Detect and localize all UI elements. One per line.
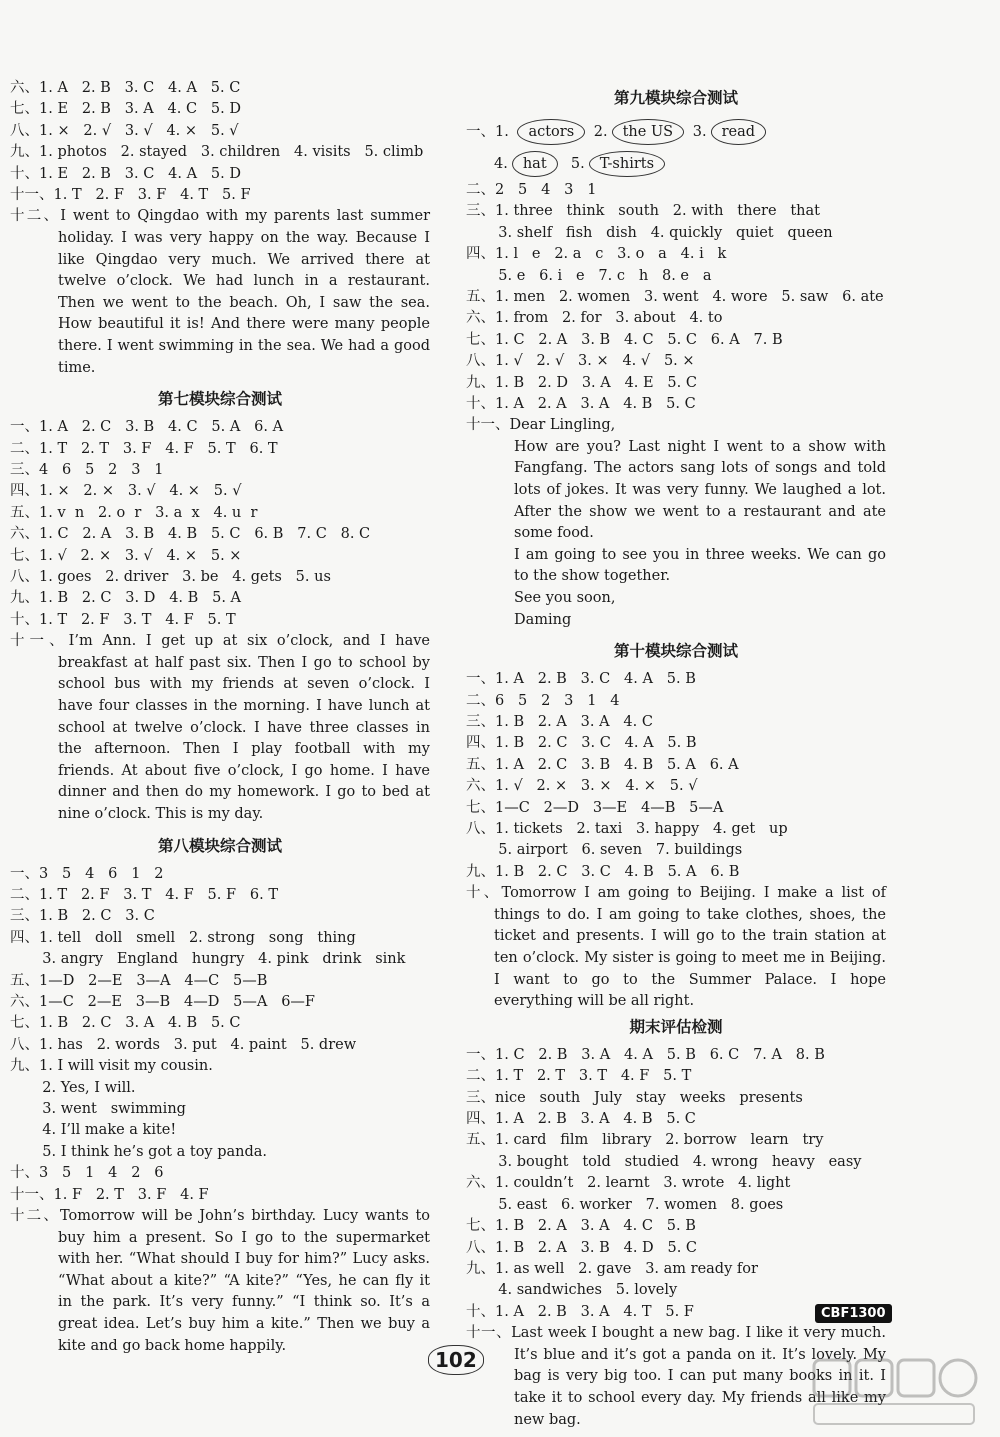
answer-list-module7 bbox=[10, 417, 430, 631]
essay-text: Tomorrow I am going to Beijing. I make a list of things to do. I am going to take clothes, shoes, the ticket and presents. I will go to the train station at ten o’clock. My sister is going to meet me in Beijing. I want to go to the Summer Palace. I hope everything will be all right. bbox=[494, 885, 886, 1010]
answer-line: 九、1. photos 2. stayed 3. children 4. visits 5. climb bbox=[10, 144, 424, 161]
answer-line: 5. east 6. worker 7. women 8. goes bbox=[466, 1196, 784, 1213]
answer-line: 二、1. T 2. T 3. F 4. F 5. T 6. T bbox=[10, 440, 278, 457]
essay-john-birthday bbox=[10, 1206, 430, 1357]
answer-line: 5. airport 6. seven 7. buildings bbox=[466, 842, 743, 859]
essay-label: 十二、 bbox=[10, 1208, 61, 1225]
essay-text: Last week I bought a new bag. I like it very much. It’s blue and it’s got a panda on it. It’s lovely. My bag is very big too. I can put many books in it. I take it to school every day. My friends all like my new bag. bbox=[511, 1325, 887, 1428]
answer-line: 六、1. A 2. B 3. C 4. A 5. C bbox=[10, 80, 241, 96]
answer-line: 十一、1. F 2. T 3. F 4. F bbox=[10, 1186, 209, 1203]
answer-line: 二、2 5 4 3 1 bbox=[466, 182, 597, 198]
answer-line: 十、1. T 2. F 3. T 4. F 5. T bbox=[10, 611, 236, 628]
answer-line: 五、1. A 2. C 3. B 4. B 5. A 6. A bbox=[466, 756, 739, 773]
answer-line: 三、1. B 2. C 3. C bbox=[10, 908, 155, 925]
left-column bbox=[10, 78, 430, 1357]
answer-line: 六、1. from 2. for 3. about 4. to bbox=[466, 310, 723, 327]
circled-answers-row-2 bbox=[466, 148, 886, 180]
essay-ann bbox=[10, 631, 430, 825]
answer-line: 二、1. T 2. F 3. T 4. F 5. F 6. T bbox=[10, 887, 278, 903]
item-number: 5. bbox=[570, 156, 585, 172]
answer-line: 五、1. v n 2. o r 3. a x 4. u r bbox=[10, 504, 258, 521]
answer-line: 八、1. × 2. √ 3. √ 4. × 5. √ bbox=[10, 122, 239, 139]
answer-line: 九、1. B 2. C 3. C 4. B 5. A 6. B bbox=[466, 863, 740, 880]
circled-word: read bbox=[711, 119, 766, 145]
answer-line: 一、1. A 2. B 3. C 4. A 5. B bbox=[466, 671, 696, 688]
letter-paragraph-2: I am going to see you in three weeks. We can go to the show together. bbox=[514, 546, 886, 585]
answer-line: 六、1—C 2—E 3—B 4—D 5—A 6—F bbox=[10, 994, 315, 1011]
item-number: 2. bbox=[593, 124, 608, 140]
answer-line: 九、1. I will visit my cousin. bbox=[10, 1058, 213, 1075]
answer-line: 八、1. √ 2. √ 3. × 4. √ 5. × bbox=[466, 353, 695, 370]
answer-line: 3. bought told studied 4. wrong heavy easy bbox=[466, 1153, 862, 1170]
product-code-badge: CBF1300 bbox=[815, 1304, 892, 1323]
answer-line: 5. I think he’s got a toy panda. bbox=[10, 1143, 268, 1160]
essay-beijing bbox=[466, 883, 886, 1013]
answer-line: 3. angry England hungry 4. pink drink sink bbox=[10, 951, 406, 968]
page-number: 102 bbox=[428, 1345, 484, 1375]
answer-list-module10 bbox=[466, 669, 886, 883]
answer-line: 七、1. C 2. A 3. B 4. C 5. C 6. A 7. B bbox=[466, 331, 783, 348]
answer-list-module9 bbox=[466, 180, 886, 415]
answer-line: 十、3 5 1 4 2 6 bbox=[10, 1165, 164, 1182]
right-column bbox=[466, 78, 886, 1431]
answer-line: 八、1. has 2. words 3. put 4. paint 5. drew bbox=[10, 1036, 357, 1053]
answer-line: 3. went swimming bbox=[10, 1101, 186, 1118]
section-title-module7: 第七模块综合测试 bbox=[157, 390, 282, 409]
answer-line: 六、1. √ 2. × 3. × 4. × 5. √ bbox=[466, 778, 698, 795]
answer-line: 四、1. l e 2. a c 3. o a 4. i k bbox=[466, 246, 727, 263]
letter-label-line bbox=[466, 415, 886, 436]
answer-line: 八、1. goes 2. driver 3. be 4. gets 5. us bbox=[10, 569, 331, 586]
answer-line: 五、1. men 2. women 3. went 4. wore 5. saw 6. ate bbox=[466, 289, 884, 306]
letter-closing: See you soon, bbox=[514, 590, 616, 607]
answer-line: 二、6 5 2 3 1 4 bbox=[466, 692, 620, 709]
answer-line: 七、1. E 2. B 3. A 4. C 5. D bbox=[10, 101, 241, 118]
circled-word: T-shirts bbox=[589, 151, 665, 177]
answer-line: 八、1. B 2. A 3. B 4. D 5. C bbox=[466, 1239, 698, 1256]
letter-paragraph-1: How are you? Last night I went to a show with Fangfang. The actors sang lots of songs and told lots of jokes. It was very funny. We laughed a lot. After the show we went to a restaurant and ate some food. bbox=[514, 438, 886, 542]
section-title-module8: 第八模块综合测试 bbox=[157, 836, 282, 855]
answer-line: 七、1. √ 2. × 3. √ 4. × 5. × bbox=[10, 547, 242, 564]
answer-line: 一、3 5 4 6 1 2 bbox=[10, 865, 164, 882]
answer-line: 六、1. couldn’t 2. learnt 3. wrote 4. light bbox=[466, 1175, 791, 1192]
answer-line: 十、1. A 2. B 3. A 4. T 5. F bbox=[466, 1303, 694, 1320]
answer-line: 一、1. C 2. B 3. A 4. A 5. B 6. C 7. A 8. B bbox=[466, 1046, 825, 1063]
essay-label: 十一、 bbox=[466, 417, 510, 434]
answer-line: 三、nice south July stay weeks presents bbox=[466, 1089, 803, 1106]
answer-line: 九、1. as well 2. gave 3. am ready for bbox=[466, 1260, 758, 1277]
answer-line: 七、1. B 2. C 3. A 4. B 5. C bbox=[10, 1015, 241, 1032]
circled-word: the US bbox=[612, 119, 685, 145]
item-number: 3. bbox=[692, 124, 707, 140]
circled-word: hat bbox=[512, 151, 558, 177]
essay-text: I went to Qingdao with my parents last summer holiday. I was very happy on the way. Because I like Qingdao very much. We arrived there at twelve o’clock. We had lunch in a restaurant. Then we went to the beach. Oh, I saw the sea. How beautiful it is! And there were many people there. I went swimming in the sea. We had a good time. bbox=[58, 208, 430, 376]
letter-signature: Daming bbox=[514, 611, 572, 628]
essay-text: Tomorrow will be John’s birthday. Lucy wants to buy him a present. So I go to the supermarket with her. “What should I buy for him?” Lucy asks. “What about a kite?” “A kite?” “Yes, he can fly it in the park. It’s very funny.” “I think so. It’s a great idea. Let’s buy him a kite.” Then we buy a kite and go back home happily. bbox=[58, 1208, 431, 1354]
answer-line: 四、1. A 2. B 3. A 4. B 5. C bbox=[466, 1111, 696, 1128]
section-title-module9: 第九模块综合测试 bbox=[613, 89, 738, 107]
essay-label: 十一、 bbox=[466, 1325, 512, 1342]
answer-line: 4. sandwiches 5. lovely bbox=[466, 1282, 678, 1299]
essay-qingdao bbox=[10, 206, 430, 379]
answer-line: 六、1. C 2. A 3. B 4. B 5. C 6. B 7. C 8. C bbox=[10, 526, 371, 543]
answer-line: 九、1. B 2. C 3. D 4. B 5. A bbox=[10, 590, 242, 607]
answer-line: 三、1. B 2. A 3. A 4. C bbox=[466, 714, 653, 731]
answer-line: 4. I’ll make a kite! bbox=[10, 1122, 177, 1139]
answer-line: 七、1. B 2. A 3. A 4. C 5. B bbox=[466, 1218, 696, 1235]
item-label: 一、1. bbox=[466, 124, 509, 140]
answer-line: 三、1. three think south 2. with there that bbox=[466, 203, 820, 220]
answer-line: 五、1. card film library 2. borrow learn try bbox=[466, 1132, 824, 1149]
answer-line: 九、1. B 2. D 3. A 4. E 5. C bbox=[466, 374, 697, 391]
answer-line: 七、1—C 2—D 3—E 4—B 5—A bbox=[466, 799, 724, 816]
section-title-module10: 第十模块综合测试 bbox=[613, 642, 738, 661]
watermark-logo-icon bbox=[812, 1358, 982, 1428]
answer-line: 八、1. tickets 2. taxi 3. happy 4. get up bbox=[466, 821, 788, 838]
circled-word: actors bbox=[517, 119, 585, 145]
answer-line: 5. e 6. i e 7. c h 8. e a bbox=[466, 267, 712, 284]
letter-greeting: Dear Lingling, bbox=[509, 417, 616, 434]
item-number: 4. bbox=[494, 156, 508, 172]
answer-line: 十、1. A 2. A 3. A 4. B 5. C bbox=[466, 396, 696, 413]
answer-line: 二、1. T 2. T 3. T 4. F 5. T bbox=[466, 1068, 692, 1085]
essay-text: I’m Ann. I get up at six o’clock, and I have breakfast at half past six. Then I go to school by school bus with my friends at seven o’clock. I have four classes in the morning. I have lunch at school at twelve o’clock. I have three classes in the afternoon. Then I play football with my friends. At about five o’clock, I go home. I have dinner and then do my homework. I go to bed at nine o’clock. This is my day. bbox=[58, 633, 431, 822]
answer-line: 一、1. A 2. C 3. B 4. C 5. A 6. A bbox=[10, 419, 284, 436]
answer-line: 十、1. E 2. B 3. C 4. A 5. D bbox=[10, 165, 241, 182]
answer-list-module8 bbox=[10, 864, 430, 1207]
essay-label: 十、 bbox=[466, 885, 502, 902]
answer-line: 四、1. × 2. × 3. √ 4. × 5. √ bbox=[10, 483, 242, 500]
essay-label: 十二、 bbox=[10, 208, 61, 225]
essay-label: 十一、 bbox=[10, 633, 69, 650]
answer-list-top bbox=[10, 78, 430, 206]
circled-answers-row-1 bbox=[466, 116, 886, 148]
answer-line: 四、1. tell doll smell 2. strong song thing bbox=[10, 929, 356, 946]
answer-line: 三、4 6 5 2 3 1 bbox=[10, 462, 164, 478]
section-title-final: 期末评估检测 bbox=[629, 1017, 723, 1036]
answer-line: 2. Yes, I will. bbox=[10, 1079, 136, 1096]
answer-line: 3. shelf fish dish 4. quickly quiet queen bbox=[466, 224, 833, 241]
answer-line: 十一、1. T 2. F 3. F 4. T 5. F bbox=[10, 187, 251, 204]
answer-line: 四、1. B 2. C 3. C 4. A 5. B bbox=[466, 735, 697, 752]
answer-line: 五、1—D 2—E 3—A 4—C 5—B bbox=[10, 972, 268, 989]
answer-list-final bbox=[466, 1045, 886, 1323]
